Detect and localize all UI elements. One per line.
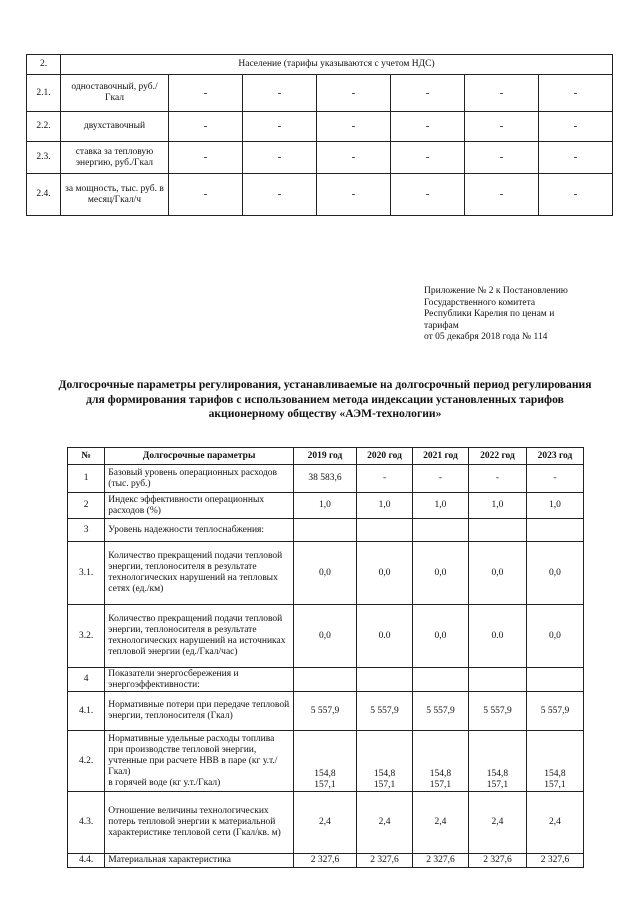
- cell-value: [357, 731, 413, 792]
- table-row: [68, 731, 584, 792]
- table-row: [68, 465, 584, 493]
- row-number: 2.4.: [27, 174, 61, 216]
- table-row: [68, 519, 584, 542]
- cell-value: 5 557,9: [526, 692, 583, 731]
- row-number: 2.: [27, 55, 61, 75]
- cell-value: 0,0: [468, 542, 526, 605]
- cell-value: -: [357, 465, 413, 493]
- col-header-2022: 2022 год: [468, 448, 526, 465]
- cell-value: -: [465, 75, 539, 112]
- cell-value: -: [465, 142, 539, 174]
- cell-value: [468, 731, 526, 792]
- row-number: 4: [68, 668, 105, 692]
- cell-value: 1,0: [293, 493, 356, 519]
- row-number: 2.1.: [27, 75, 61, 112]
- appendix-line: от 05 декабря 2018 года № 114: [424, 332, 548, 343]
- cell-value-part: 157,1: [373, 780, 396, 790]
- cell-value: 0,0: [413, 542, 469, 605]
- cell-value: -: [317, 75, 391, 112]
- appendix-line: Приложение № 2 к Постановлению: [424, 286, 568, 296]
- appendix-line: Республики Карелия по ценам и: [424, 309, 555, 320]
- cell-value: [413, 668, 469, 692]
- cell-value: 0,0: [526, 605, 583, 668]
- cell-value: 1,0: [357, 493, 413, 519]
- row-label: одноставочный, руб./Гкал: [61, 75, 169, 112]
- col-header-number: №: [68, 448, 105, 465]
- row-number: 3: [68, 519, 105, 542]
- row-label: Показатели энергосбережения и энергоэффективности:: [105, 668, 294, 692]
- cell-value: 0,0: [413, 605, 469, 668]
- cell-value: 2 327,6: [526, 854, 583, 868]
- parameters-table: [67, 447, 584, 868]
- cell-value: -: [526, 465, 583, 493]
- col-header-2020: 2020 год: [357, 448, 413, 465]
- cell-value: -: [539, 174, 613, 216]
- cell-value: -: [169, 112, 243, 142]
- table-row: [27, 174, 613, 216]
- section-title: Население (тарифы указываются с учетом НДС): [61, 55, 613, 75]
- table-row: [68, 792, 584, 854]
- cell-value: 5 557,9: [293, 692, 356, 731]
- cell-value-part: 154,8: [429, 769, 452, 779]
- cell-value: -: [243, 142, 317, 174]
- col-header-2019: 2019 год: [293, 448, 356, 465]
- cell-value: [357, 519, 413, 542]
- cell-value: -: [243, 112, 317, 142]
- row-number: 3.2.: [68, 605, 105, 668]
- cell-value-part: 154,8: [373, 769, 396, 779]
- row-number: 4.4.: [68, 854, 105, 868]
- cell-value: -: [169, 75, 243, 112]
- cell-value: 1,0: [413, 493, 469, 519]
- row-label: ставка за тепловую энергию, руб./Гкал: [61, 142, 169, 174]
- cell-value: -: [391, 174, 465, 216]
- row-label: Базовый уровень операционных расходов (тыс. руб.): [105, 465, 294, 493]
- document-heading: Долгосрочные параметры регулирования, устанавливаемые на долгосрочный период регулирования для формирования тарифов с использованием метода индексации установленных тарифов акционерному обществу «АЭМ-технологии»: [58, 378, 592, 420]
- cell-value: 0.0: [468, 605, 526, 668]
- row-label: Индекс эффективности операционных расходов (%): [105, 493, 294, 519]
- table-row: [68, 605, 584, 668]
- row-number: 2.3.: [27, 142, 61, 174]
- cell-value: 2,4: [413, 792, 469, 854]
- row-label: Отношение величины технологических потерь тепловой энергии к материальной характеристике тепловой сети (Гкал/кв. м): [105, 792, 294, 854]
- tariff-header-row: [27, 55, 613, 75]
- cell-value: 2 327,6: [468, 854, 526, 868]
- appendix-reference: [424, 286, 604, 344]
- cell-value: -: [465, 174, 539, 216]
- cell-value: -: [169, 174, 243, 216]
- row-label-part: в горячей воде (кг у.т./Гкал): [108, 777, 221, 788]
- cell-value: 5 557,9: [468, 692, 526, 731]
- row-number: 2: [68, 493, 105, 519]
- cell-value: [526, 731, 583, 792]
- row-label: Нормативные потери при передаче тепловой энергии, теплоносителя (Гкал): [105, 692, 294, 731]
- cell-value: [468, 519, 526, 542]
- cell-value: 0,0: [357, 542, 413, 605]
- cell-value: 0,0: [293, 605, 356, 668]
- cell-value: -: [468, 465, 526, 493]
- cell-value: 1,0: [526, 493, 583, 519]
- cell-value: -: [465, 112, 539, 142]
- row-label: [105, 731, 294, 792]
- cell-value: -: [317, 142, 391, 174]
- cell-value: [293, 668, 356, 692]
- cell-value: [468, 668, 526, 692]
- cell-value: 0,0: [526, 542, 583, 605]
- table-row: [68, 854, 584, 868]
- cell-value: -: [391, 75, 465, 112]
- cell-value: 2,4: [293, 792, 356, 854]
- cell-value: 38 583,6: [293, 465, 356, 493]
- cell-value: 2,4: [468, 792, 526, 854]
- cell-value: -: [243, 174, 317, 216]
- cell-value: -: [243, 75, 317, 112]
- cell-value: [357, 668, 413, 692]
- row-label: двухставочный: [61, 112, 169, 142]
- table-row: [27, 112, 613, 142]
- cell-value: 0,0: [293, 542, 356, 605]
- cell-value: [526, 668, 583, 692]
- row-label-part: Нормативные удельные расходы топлива при производстве тепловой энергии, учтенные при расчете НВВ в паре (кг у.т./Гкал): [108, 733, 278, 777]
- cell-value: -: [539, 142, 613, 174]
- cell-value: -: [391, 112, 465, 142]
- cell-value: -: [539, 112, 613, 142]
- cell-value-part: 154,8: [314, 769, 336, 779]
- cell-value: -: [169, 142, 243, 174]
- row-number: 4.3.: [68, 792, 105, 854]
- cell-value-part: 157,1: [429, 780, 452, 790]
- cell-value: 2,4: [357, 792, 413, 854]
- cell-value-part: 157,1: [486, 780, 509, 790]
- cell-value: 5 557,9: [357, 692, 413, 731]
- cell-value: -: [391, 142, 465, 174]
- table-header-row: [68, 448, 584, 465]
- cell-value: 2 327,6: [357, 854, 413, 868]
- row-number: 2.2.: [27, 112, 61, 142]
- table-row: [68, 692, 584, 731]
- row-number: 4.2.: [68, 731, 105, 792]
- table-row: [27, 142, 613, 174]
- row-label: Материальная характеристика: [105, 854, 294, 868]
- row-number: 1: [68, 465, 105, 493]
- col-header-2023: 2023 год: [526, 448, 583, 465]
- appendix-line: Государственного комитета: [424, 297, 536, 308]
- cell-value-part: 154,8: [544, 769, 566, 779]
- cell-value-part: 157,1: [544, 780, 566, 790]
- cell-value: [293, 519, 356, 542]
- cell-value: -: [413, 465, 469, 493]
- row-label: Уровень надежности теплоснабжения:: [105, 519, 294, 542]
- row-label: Количество прекращений подачи тепловой энергии, теплоносителя в результате технологических нарушений на тепловых сетях (ед./км): [105, 542, 294, 605]
- row-label: Количество прекращений подачи тепловой энергии, теплоносителя в результате технологических нарушений на источниках тепловой энергии (ед./Гкал/час): [105, 605, 294, 668]
- cell-value: -: [317, 112, 391, 142]
- appendix-line: тарифам: [424, 320, 459, 331]
- cell-value: [413, 731, 469, 792]
- cell-value-part: 154,8: [486, 769, 509, 779]
- table-row: [68, 668, 584, 692]
- col-header-2021: 2021 год: [413, 448, 469, 465]
- cell-value: -: [317, 174, 391, 216]
- cell-value: 0.0: [357, 605, 413, 668]
- cell-value: 2 327,6: [293, 854, 356, 868]
- tariff-table: [26, 54, 613, 216]
- table-row: [68, 493, 584, 519]
- cell-value-part: 157,1: [314, 780, 336, 790]
- row-label: за мощность, тыс. руб. в месяц/Гкал/ч: [61, 174, 169, 216]
- cell-value: [293, 731, 356, 792]
- row-number: 3.1.: [68, 542, 105, 605]
- cell-value: 5 557,9: [413, 692, 469, 731]
- cell-value: 2,4: [526, 792, 583, 854]
- cell-value: 1,0: [468, 493, 526, 519]
- table-row: [68, 542, 584, 605]
- cell-value: -: [539, 75, 613, 112]
- row-number: 4.1.: [68, 692, 105, 731]
- cell-value: 2 327,6: [413, 854, 469, 868]
- table-row: [27, 75, 613, 112]
- col-header-param: Долгосрочные параметры: [105, 448, 294, 465]
- cell-value: [526, 519, 583, 542]
- cell-value: [413, 519, 469, 542]
